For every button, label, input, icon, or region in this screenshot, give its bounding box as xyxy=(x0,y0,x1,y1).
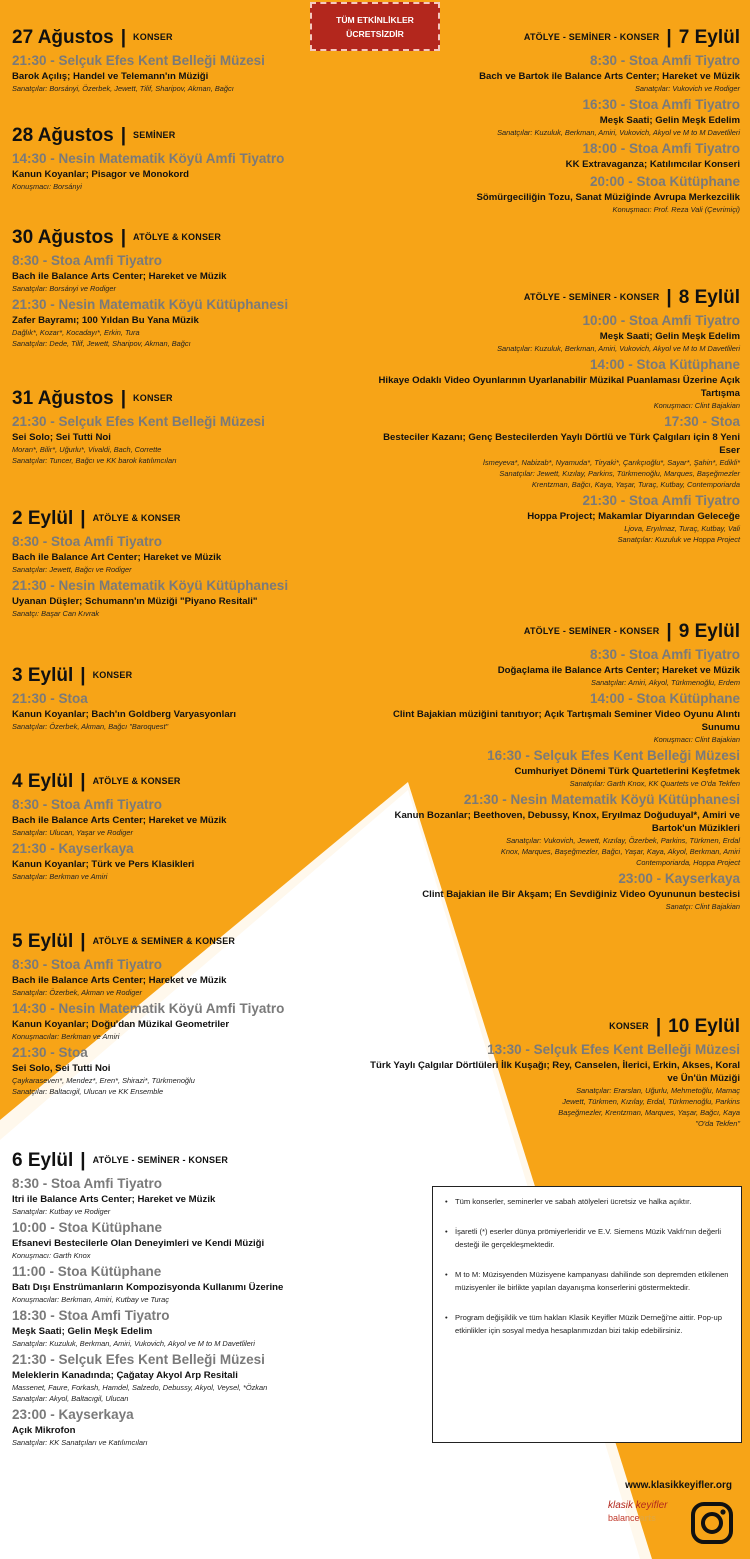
event-time-venue: 21:30 - Nesin Matematik Köyü Kütüphanesi xyxy=(12,297,289,312)
day-date: 28 Ağustos xyxy=(12,125,114,146)
day-block xyxy=(12,928,372,1097)
event-title: Bach ile Balance Art Center; Hareket ve Müzik xyxy=(12,552,222,563)
event-title: Türk Yaylı Çalgılar Dörtlüleri İlk Kuşağı; Rey, Canselen, İlerici, Erkin, Akses, Koral ve Ün'ün Müziği xyxy=(370,1060,740,1084)
event-time-venue: 8:30 - Stoa Amfi Tiyatro xyxy=(12,534,163,549)
event-item xyxy=(370,140,740,171)
event-note: Konuşmacı: Clint Bajakian xyxy=(653,735,740,744)
event-time-venue: 11:00 - Stoa Kütüphane xyxy=(12,1264,162,1279)
event-note: Sanatçılar: Ulucan, Yaşar ve Rodiger xyxy=(12,828,133,837)
day-kind: ATÖLYE & KONSER xyxy=(133,232,222,242)
event-time-venue: 8:30 - Stoa Amfi Tiyatro xyxy=(589,53,740,68)
event-time-venue: 13:30 - Selçuk Efes Kent Belleği Müzesi xyxy=(487,1042,740,1057)
klasik-keyifler-logo xyxy=(608,1500,696,1550)
day-kind: ATÖLYE & KONSER xyxy=(92,776,181,786)
event-item xyxy=(12,1263,372,1305)
event-title: Açık Mikrofon xyxy=(12,1425,76,1436)
header-separator: | xyxy=(80,508,86,529)
footnote: • M to M: Müzisyenden Müzisyene kampanyası dahilinde son depremden etkilenen müzisyenler ile birlikte yapılan dayanışma konserlerini göstermektedir. xyxy=(445,1268,729,1294)
event-note: Moran*, Bilir*, Uğurlu*, Vivaldi, Bach, Corrette xyxy=(12,445,162,454)
day-kind: KONSER xyxy=(133,32,173,42)
event-title: Besteciler Kazanı; Genç Bestecilerden Yaylı Dörtlü ve Türk Çalgıları için 8 Yeni Eser xyxy=(383,432,740,456)
event-time-venue: 8:30 - Stoa Amfi Tiyatro xyxy=(12,957,163,972)
event-title: Sömürgeciliğin Tozu, Sanat Müziğinde Avrupa Merkezcilik xyxy=(476,192,740,203)
event-note: Dağlık*, Kozar*, Kocadayı*, Erkin, Tura xyxy=(12,328,140,337)
event-title: Zafer Bayramı; 100 Yıldan Bu Yana Müzik xyxy=(12,315,199,326)
event-time-venue: 20:00 - Stoa Kütüphane xyxy=(589,174,740,189)
event-item xyxy=(370,646,740,688)
day-date: 3 Eylül xyxy=(12,665,74,686)
event-title: Meşk Saati; Gelin Meşk Edelim xyxy=(599,115,740,126)
event-item xyxy=(370,356,740,411)
event-title: Kanun Koyanlar; Türk ve Pers Klasikleri xyxy=(12,859,195,870)
event-title: Meleklerin Kanadında; Çağatay Akyol Arp Resitali xyxy=(12,1370,238,1381)
event-time-venue: 10:00 - Stoa Amfi Tiyatro xyxy=(582,313,740,328)
event-note: Sanatçılar: Kuzuluk, Berkman, Amiri, Vukovich, Akyol ve M to M Davetlileri xyxy=(497,128,740,137)
event-title: Bach ve Bartok ile Balance Arts Center; Hareket ve Müzik xyxy=(479,71,740,82)
event-note: "O'da Tekfen" xyxy=(695,1119,740,1128)
day-date: 5 Eylül xyxy=(12,931,74,952)
event-note: Sanatçılar: Jewett, Bağcı ve Rodiger xyxy=(12,565,132,574)
event-note: Ljova, Eryılmaz, Turaç, Kutbay, Vali xyxy=(624,524,740,533)
event-note: Sanatçılar: Berkman ve Amiri xyxy=(12,872,108,881)
event-time-venue: 21:30 - Nesin Matematik Köyü Kütüphanesi xyxy=(463,792,740,807)
footnote: • Tüm konserler, seminerler ve sabah atölyeleri ücretsiz ve halka açıktır. xyxy=(445,1195,729,1208)
event-title: Hoppa Project; Makamlar Diyarından Geleceğe xyxy=(527,511,740,522)
event-item xyxy=(12,1406,372,1448)
day-header xyxy=(370,24,740,50)
day-date: 30 Ağustos xyxy=(12,227,114,248)
event-item xyxy=(370,173,740,215)
event-title: Meşk Saati; Gelin Meşk Edelim xyxy=(12,1326,153,1337)
event-time-venue: 21:30 - Nesin Matematik Köyü Kütüphanesi xyxy=(12,578,289,593)
event-item xyxy=(12,690,372,732)
event-item xyxy=(370,791,740,868)
day-date: 2 Eylül xyxy=(12,508,74,529)
event-item xyxy=(12,1351,372,1404)
event-note: Sanatçılar: Kuzuluk, Berkman, Amiri, Vukovich, Akyol ve M to M Davetlileri xyxy=(497,344,740,353)
day-header xyxy=(12,385,372,411)
day-date: 8 Eylül xyxy=(678,287,740,308)
day-header xyxy=(12,224,372,250)
event-title: Kanun Koyanlar; Doğu'dan Müzikal Geometriler xyxy=(12,1019,230,1030)
event-title: Sei Solo; Sei Tutti Noi xyxy=(12,432,111,443)
event-title: Itri ile Balance Arts Center; Hareket ve Müzik xyxy=(12,1194,216,1205)
event-note: Massenet, Faure, Forkash, Hamdel, Salzedo, Debussy, Akyol, Veysel, *Özkan xyxy=(12,1383,268,1392)
event-note: Konuşmacı: Borsányi xyxy=(12,182,82,191)
header-separator: | xyxy=(655,1016,662,1037)
badge-line-2: ÜCRETSİZDİR xyxy=(346,29,404,39)
footnotes-box xyxy=(432,1186,742,1443)
event-item xyxy=(12,533,372,575)
logo-line-2b: arts xyxy=(639,1513,657,1523)
event-item xyxy=(12,577,372,619)
event-title: Batı Dışı Enstrümanların Kompozisyonda Kullanımı Üzerine xyxy=(12,1282,284,1293)
event-item xyxy=(370,52,740,94)
day-kind: ATÖLYE & KONSER xyxy=(92,513,181,523)
event-item xyxy=(12,1044,372,1097)
badge-line-1: TÜM ETKİNLİKLER xyxy=(336,15,414,25)
day-date: 31 Ağustos xyxy=(12,388,114,409)
event-time-venue: 8:30 - Stoa Amfi Tiyatro xyxy=(589,647,740,662)
day-header xyxy=(12,1147,372,1173)
footnote: • Program değişiklik ve tüm hakları Klasik Keyifler Müzik Derneği'ne aittir. Pop-up etkinlikler için sosyal medya hesaplarımızdan bizi takip edebilirsiniz. xyxy=(445,1311,729,1337)
event-time-venue: 8:30 - Stoa Amfi Tiyatro xyxy=(12,797,163,812)
header-separator: | xyxy=(120,125,127,146)
event-title: Uyanan Düşler; Schumann'ın Müziği "Piyano Resitali" xyxy=(12,596,258,607)
event-note: Başeğmezler, Krentzman, Marques, Yaşar, Bağcı, Kaya xyxy=(558,1108,740,1117)
event-note: Jewett, Türkmen, Kızılay, Erdal, Türkmenoğlu, Parkins xyxy=(562,1097,740,1106)
event-title: Barok Açılış; Handel ve Telemann'ın Müziği xyxy=(12,71,209,82)
event-time-venue: 21:30 - Selçuk Efes Kent Belleği Müzesi xyxy=(12,1352,265,1367)
event-item xyxy=(12,796,372,838)
event-time-venue: 18:00 - Stoa Amfi Tiyatro xyxy=(582,141,740,156)
day-header xyxy=(12,662,372,688)
day-block xyxy=(12,505,372,619)
event-item xyxy=(12,1175,372,1217)
event-item xyxy=(370,1041,740,1129)
header-separator: | xyxy=(120,388,127,409)
event-note: Sanatçılar: Amiri, Akyol, Türkmenoğlu, Erdem xyxy=(591,678,740,687)
event-time-venue: 14:00 - Stoa Kütüphane xyxy=(589,357,740,372)
website-link[interactable]: www.klasikkeyifler.org xyxy=(625,1480,732,1491)
event-time-venue: 8:30 - Stoa Amfi Tiyatro xyxy=(12,253,163,268)
event-note: Sanatçılar: Tuncer, Bağcı ve KK barok katılımcıları xyxy=(12,456,177,465)
event-time-venue: 16:30 - Stoa Amfi Tiyatro xyxy=(582,97,740,112)
event-title: Meşk Saati; Gelin Meşk Edelim xyxy=(599,331,740,342)
event-note: Sanatçılar: KK Sanatçıları ve Katılımcıları xyxy=(12,1438,148,1447)
event-note: Konuşmacı: Clint Bajakian xyxy=(653,401,740,410)
event-title: Sei Solo, Sei Tutti Noi xyxy=(12,1063,111,1074)
event-title: Cumhuriyet Dönemi Türk Quartetlerini Keşfetmek xyxy=(514,766,740,777)
event-note: Konuşmacılar: Berkman ve Amiri xyxy=(12,1032,120,1041)
event-title: Kanun Koyanlar; Bach'ın Goldberg Varyasyonları xyxy=(12,709,237,720)
event-note: Çaykaraseven*, Mendez*, Eren*, Shirazi*, Türkmenoğlu xyxy=(12,1076,195,1085)
event-note: Sanatçılar: Vukovich, Jewett, Kızılay, Özerbek, Parkins, Türkmen, Erdal xyxy=(506,836,740,845)
event-time-venue: 18:30 - Stoa Amfi Tiyatro xyxy=(12,1308,170,1323)
event-title: Kanun Koyanlar; Pisagor ve Monokord xyxy=(12,169,189,180)
day-kind: KONSER xyxy=(133,393,173,403)
event-note: Konuşmacılar: Berkman, Amiri, Kutbay ve Turaç xyxy=(12,1295,169,1304)
day-header xyxy=(370,618,740,644)
event-time-venue: 8:30 - Stoa Amfi Tiyatro xyxy=(12,1176,163,1191)
day-kind: KONSER xyxy=(609,1021,649,1031)
day-kind: KONSER xyxy=(92,670,133,680)
event-item xyxy=(370,413,740,490)
event-note: Sanatçılar: Garth Knox, KK Quartets ve O'da Tekfen xyxy=(569,779,740,788)
event-item xyxy=(370,870,740,912)
day-header xyxy=(370,284,740,310)
event-time-venue: 23:00 - Kayserkaya xyxy=(618,871,740,886)
event-time-venue: 21:30 - Kayserkaya xyxy=(12,841,134,856)
day-kind: ATÖLYE - SEMİNER - KONSER xyxy=(523,626,660,636)
day-kind: ATÖLYE & SEMİNER & KONSER xyxy=(92,936,236,946)
event-item xyxy=(12,1307,372,1349)
event-note: Sanatçılar: Özerbek, Akman, Bağcı "Baroquest" xyxy=(12,722,169,731)
event-note: Konuşmacı: Prof. Reza Vali (Çevrimiçi) xyxy=(612,205,740,214)
event-note: Sanatçılar: Erarslan, Uğurlu, Mehmetoğlu, Mamaç xyxy=(576,1086,740,1095)
header-separator: | xyxy=(80,665,86,686)
event-item xyxy=(370,690,740,745)
event-item xyxy=(12,1219,372,1261)
event-time-venue: 21:30 - Selçuk Efes Kent Belleği Müzesi xyxy=(12,53,265,68)
event-note: Sanatçı: Clint Bajakian xyxy=(665,902,740,911)
event-note: Sanatçılar: Borsányi ve Rodiger xyxy=(12,284,116,293)
day-kind: ATÖLYE - SEMİNER - KONSER xyxy=(523,32,660,42)
day-block xyxy=(370,618,740,912)
header-separator: | xyxy=(80,771,86,792)
event-time-venue: 21:30 - Stoa Amfi Tiyatro xyxy=(582,493,740,508)
day-date: 7 Eylül xyxy=(678,27,740,48)
day-block xyxy=(12,662,372,732)
event-note: Knox, Marques, Başeğmezler, Bağcı, Yaşar, Kaya, Akyol, Berkman, Amiri xyxy=(500,847,740,856)
day-block xyxy=(12,24,372,94)
event-note: Sanatçılar: Kutbay ve Rodiger xyxy=(12,1207,111,1216)
day-date: 9 Eylül xyxy=(678,621,740,642)
header-separator: | xyxy=(666,621,672,642)
event-note: Sanatçılar: Kuzuluk, Berkman, Amiri, Vukovich, Akyol ve M to M Davetlileri xyxy=(12,1339,255,1348)
event-time-venue: 14:00 - Stoa Kütüphane xyxy=(589,691,740,706)
event-note: Sanatçılar: Baltacıgil, Ulucan ve KK Ensemble xyxy=(12,1087,164,1096)
logo-line-1: klasik keyifler xyxy=(608,1500,668,1511)
event-time-venue: 17:30 - Stoa xyxy=(664,414,740,429)
logo-line-2 xyxy=(608,1513,696,1523)
footnote: • İşaretli (*) eserler dünya prömiyerleridir ve E.V. Siemens Müzik Vakfı'nın değerli desteği ile gerçekleşmektedir. xyxy=(445,1225,729,1251)
day-block xyxy=(370,1013,740,1129)
event-note: Sanatçılar: Borsányi, Özerbek, Jewett, Tilif, Sharipov, Akman, Bağcı xyxy=(12,84,234,93)
event-note: İsmeyeva*, Nabizab*, Nyamuda*, Tiryaki*, Çarıkçıoğlu*, Sayar*, Şahin*, Edikli* xyxy=(482,458,740,467)
event-time-venue: 14:30 - Nesin Matematik Köyü Amfi Tiyatro xyxy=(12,151,285,166)
event-title: Kanun Bozanlar; Beethoven, Debussy, Knox, Eryılmaz Doğuduyal*, Amiri ve Bartok'un Müzikleri xyxy=(394,810,740,834)
event-item xyxy=(370,96,740,138)
day-header xyxy=(370,1013,740,1039)
header-separator: | xyxy=(666,287,672,308)
event-note: Contemporiarda, Hoppa Project xyxy=(636,858,740,867)
event-time-venue: 23:00 - Kayserkaya xyxy=(12,1407,134,1422)
event-time-venue: 10:00 - Stoa Kütüphane xyxy=(12,1220,163,1235)
event-item xyxy=(12,150,372,192)
header-separator: | xyxy=(80,931,86,952)
day-header xyxy=(12,928,372,954)
header-separator: | xyxy=(666,27,672,48)
event-title: Bach ile Balance Arts Center; Hareket ve Müzik xyxy=(12,271,227,282)
event-title: Hikaye Odaklı Video Oyunlarının Uyarlanabilir Müzikal Puanlaması Üzerine Açık Tartışma xyxy=(378,375,740,399)
event-note: Sanatçılar: Akyol, Baltacıgil, Ulucan xyxy=(12,1394,129,1403)
event-title: Clint Bajakian müziğini tanıtıyor; Açık Tartışmalı Seminer Video Oyunu Alıntı Sunumu xyxy=(392,709,740,733)
day-kind: SEMİNER xyxy=(133,130,176,140)
event-item xyxy=(12,52,372,94)
event-item xyxy=(12,840,372,882)
instagram-icon[interactable] xyxy=(690,1501,734,1545)
day-kind: ATÖLYE - SEMİNER - KONSER xyxy=(523,292,660,302)
day-header xyxy=(12,24,372,50)
event-item xyxy=(12,956,372,998)
header-separator: | xyxy=(80,1150,86,1171)
event-title: Bach ile Balance Arts Center; Hareket ve Müzik xyxy=(12,815,227,826)
event-item xyxy=(12,296,372,349)
event-item xyxy=(370,312,740,354)
day-block xyxy=(12,122,372,192)
logo-line-2a: balance xyxy=(608,1513,640,1523)
event-note: Krentzman, Bağcı, Kaya, Yaşar, Turaç, Kutbay, Contemporiarda xyxy=(531,480,740,489)
day-header xyxy=(12,505,372,531)
day-block xyxy=(12,768,372,882)
event-title: KK Extravaganza; Katılımcılar Konseri xyxy=(565,159,740,170)
event-time-venue: 21:30 - Stoa xyxy=(12,1045,88,1060)
day-date: 4 Eylül xyxy=(12,771,74,792)
header-separator: | xyxy=(120,227,127,248)
day-block xyxy=(370,284,740,545)
event-item xyxy=(370,747,740,789)
day-header xyxy=(12,768,372,794)
event-item xyxy=(12,1000,372,1042)
event-title: Doğaçlama ile Balance Arts Center; Hareket ve Müzik xyxy=(497,665,740,676)
day-block xyxy=(12,1147,372,1448)
header-separator: | xyxy=(120,27,127,48)
event-time-venue: 16:30 - Selçuk Efes Kent Belleği Müzesi xyxy=(487,748,740,763)
event-note: Sanatçılar: Özerbek, Akman ve Rodiger xyxy=(12,988,142,997)
event-time-venue: 14:30 - Nesin Matematik Köyü Amfi Tiyatro xyxy=(12,1001,285,1016)
day-date: 27 Ağustos xyxy=(12,27,114,48)
event-title: Clint Bajakian ile Bir Akşam; En Sevdiğiniz Video Oyununun bestecisi xyxy=(422,889,740,900)
event-note: Sanatçılar: Jewett, Kızılay, Parkins, Türkmenoğlu, Marques, Başeğmezler xyxy=(499,469,740,478)
day-kind: ATÖLYE - SEMİNER - KONSER xyxy=(92,1155,229,1165)
day-block xyxy=(370,24,740,215)
event-time-venue: 21:30 - Selçuk Efes Kent Belleği Müzesi xyxy=(12,414,265,429)
event-time-venue: 21:30 - Stoa xyxy=(12,691,88,706)
event-title: Bach ile Balance Arts Center; Hareket ve Müzik xyxy=(12,975,227,986)
day-date: 10 Eylül xyxy=(668,1016,740,1037)
day-date: 6 Eylül xyxy=(12,1150,74,1171)
event-note: Sanatçılar: Kuzuluk ve Hoppa Project xyxy=(617,535,740,544)
event-item xyxy=(370,492,740,545)
day-header xyxy=(12,122,372,148)
event-note: Sanatçılar: Dede, Tilif, Jewett, Sharipov, Akman, Bağcı xyxy=(12,339,191,348)
event-note: Sanatçı: Başar Can Kıvrak xyxy=(12,609,100,618)
event-note: Konuşmacı: Garth Knox xyxy=(12,1251,91,1260)
event-title: Efsanevi Bestecilerle Olan Deneyimleri ve Kendi Müziği xyxy=(12,1238,265,1249)
event-item xyxy=(12,413,372,466)
event-item xyxy=(12,252,372,294)
day-block xyxy=(12,224,372,349)
day-block xyxy=(12,385,372,466)
event-note: Sanatçılar: Vukovich ve Rodiger xyxy=(634,84,740,93)
